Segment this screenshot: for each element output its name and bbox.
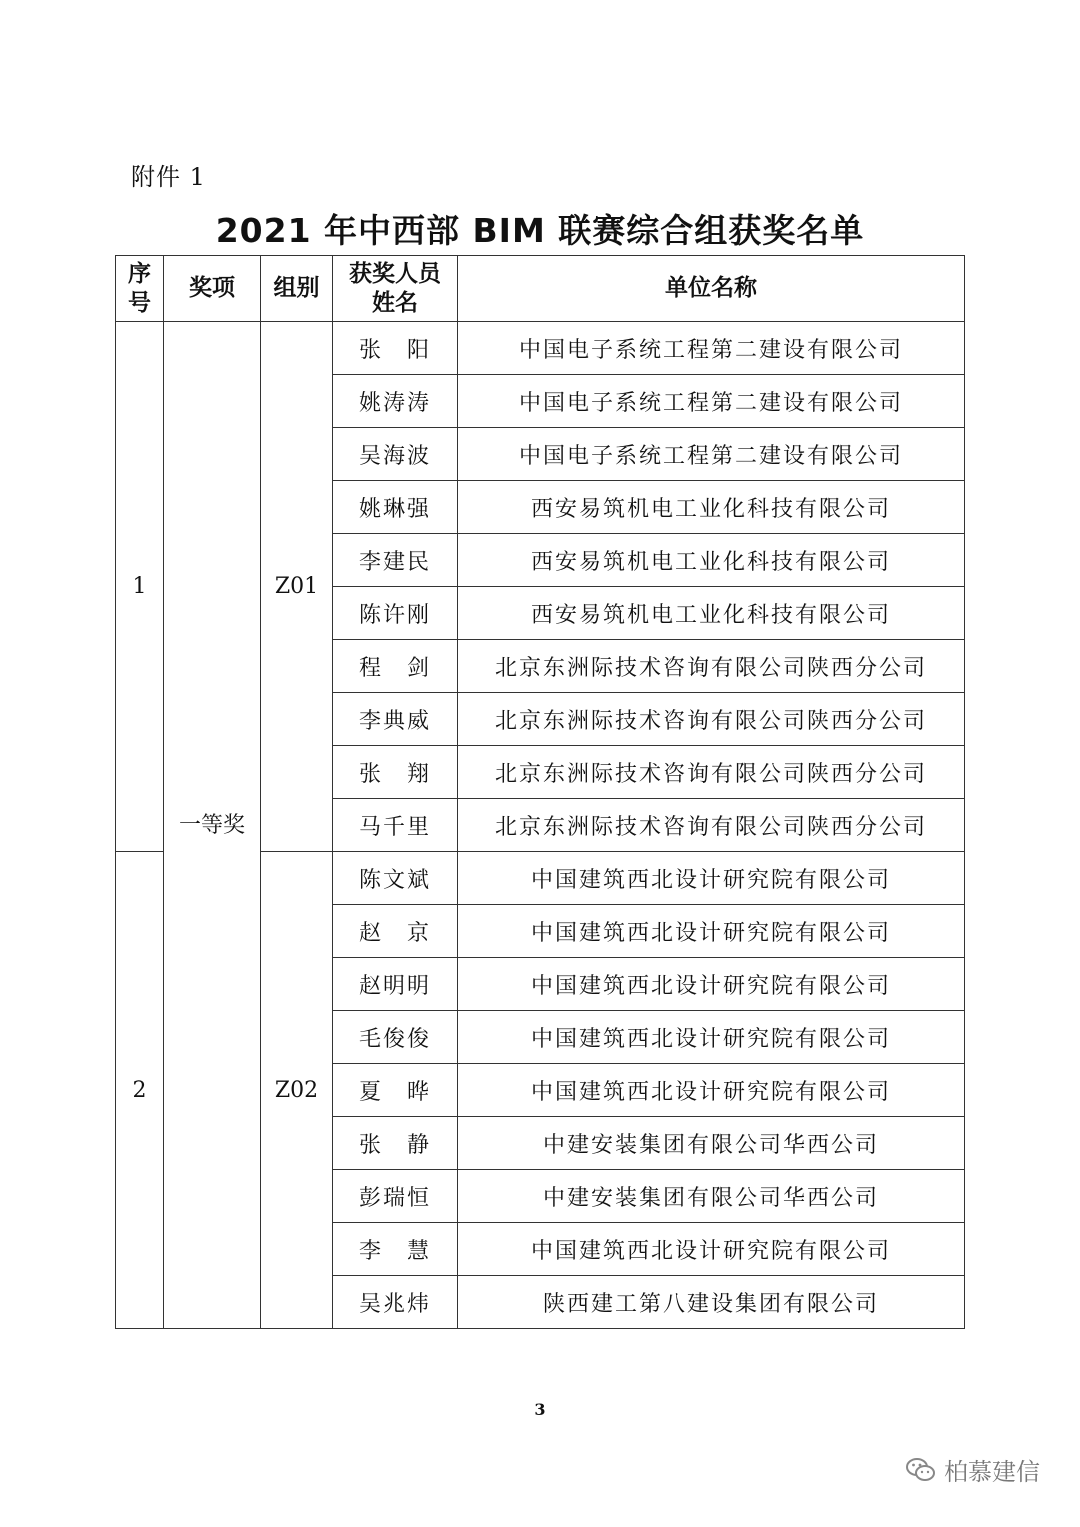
winner-name: 吴兆炜 xyxy=(333,1276,458,1329)
unit-name: 北京东洲际技术咨询有限公司陕西分公司 xyxy=(458,640,965,693)
winner-name: 姚涛涛 xyxy=(333,375,458,428)
unit-name: 中国建筑西北设计研究院有限公司 xyxy=(458,958,965,1011)
winner-name: 李建民 xyxy=(333,534,458,587)
unit-name: 西安易筑机电工业化科技有限公司 xyxy=(458,587,965,640)
unit-name: 北京东洲际技术咨询有限公司陕西分公司 xyxy=(458,799,965,852)
unit-name: 陕西建工第八建设集团有限公司 xyxy=(458,1276,965,1329)
winner-name: 张 静 xyxy=(333,1117,458,1170)
winner-name: 陈文斌 xyxy=(333,852,458,905)
winner-name: 张 阳 xyxy=(333,322,458,375)
unit-name: 中国电子系统工程第二建设有限公司 xyxy=(458,375,965,428)
table-header-row xyxy=(116,256,965,322)
unit-name: 西安易筑机电工业化科技有限公司 xyxy=(458,481,965,534)
header-name-line1: 获奖人员 xyxy=(349,260,441,287)
watermark xyxy=(906,1452,1040,1487)
winner-name: 李典威 xyxy=(333,693,458,746)
unit-name: 中国建筑西北设计研究院有限公司 xyxy=(458,1223,965,1276)
group-cell: Z01 xyxy=(261,322,333,852)
winner-name: 姚琳强 xyxy=(333,481,458,534)
winner-name: 马千里 xyxy=(333,799,458,852)
header-group: 组别 xyxy=(261,256,333,322)
unit-name: 中国建筑西北设计研究院有限公司 xyxy=(458,1064,965,1117)
winner-name: 夏 晔 xyxy=(333,1064,458,1117)
page-number: 3 xyxy=(534,1400,546,1419)
unit-name: 中国建筑西北设计研究院有限公司 xyxy=(458,852,965,905)
seq-cell: 1 xyxy=(116,322,164,852)
attachment-label: 附件 1 xyxy=(131,163,206,191)
awards-table xyxy=(115,255,965,1329)
seq-cell: 2 xyxy=(116,852,164,1329)
winner-name: 吴海波 xyxy=(333,428,458,481)
winner-name: 张 翔 xyxy=(333,746,458,799)
unit-name: 北京东洲际技术咨询有限公司陕西分公司 xyxy=(458,746,965,799)
winner-name: 李 慧 xyxy=(333,1223,458,1276)
winner-name: 赵 京 xyxy=(333,905,458,958)
unit-name: 中国电子系统工程第二建设有限公司 xyxy=(458,322,965,375)
winner-name: 毛俊俊 xyxy=(333,1011,458,1064)
group-cell: Z02 xyxy=(261,852,333,1329)
header-seq-line2: 号 xyxy=(128,289,151,316)
unit-name: 中国建筑西北设计研究院有限公司 xyxy=(458,905,965,958)
unit-name: 中建安装集团有限公司华西公司 xyxy=(458,1170,965,1223)
header-seq-line1: 序 xyxy=(128,260,151,287)
watermark-text: 柏慕建信 xyxy=(944,1458,1040,1486)
winner-name: 赵明明 xyxy=(333,958,458,1011)
table-body xyxy=(116,322,965,1329)
header-name-line2: 姓名 xyxy=(372,289,418,316)
winner-name: 陈许刚 xyxy=(333,587,458,640)
winner-name: 彭瑞恒 xyxy=(333,1170,458,1223)
header-award: 奖项 xyxy=(164,256,261,322)
unit-name: 中建安装集团有限公司华西公司 xyxy=(458,1117,965,1170)
header-unit: 单位名称 xyxy=(458,256,965,322)
winner-name: 程 剑 xyxy=(333,640,458,693)
unit-name: 北京东洲际技术咨询有限公司陕西分公司 xyxy=(458,693,965,746)
unit-name: 中国建筑西北设计研究院有限公司 xyxy=(458,1011,965,1064)
award-cell xyxy=(164,322,261,1329)
header-name xyxy=(333,256,458,322)
unit-name: 西安易筑机电工业化科技有限公司 xyxy=(458,534,965,587)
unit-name: 中国电子系统工程第二建设有限公司 xyxy=(458,428,965,481)
header-seq xyxy=(116,256,164,322)
award-level: 一等奖 xyxy=(178,812,245,838)
document-title: 2021 年中西部 BIM 联赛综合组获奖名单 xyxy=(215,211,865,250)
table-row xyxy=(116,322,965,375)
wechat-icon xyxy=(906,1457,936,1483)
